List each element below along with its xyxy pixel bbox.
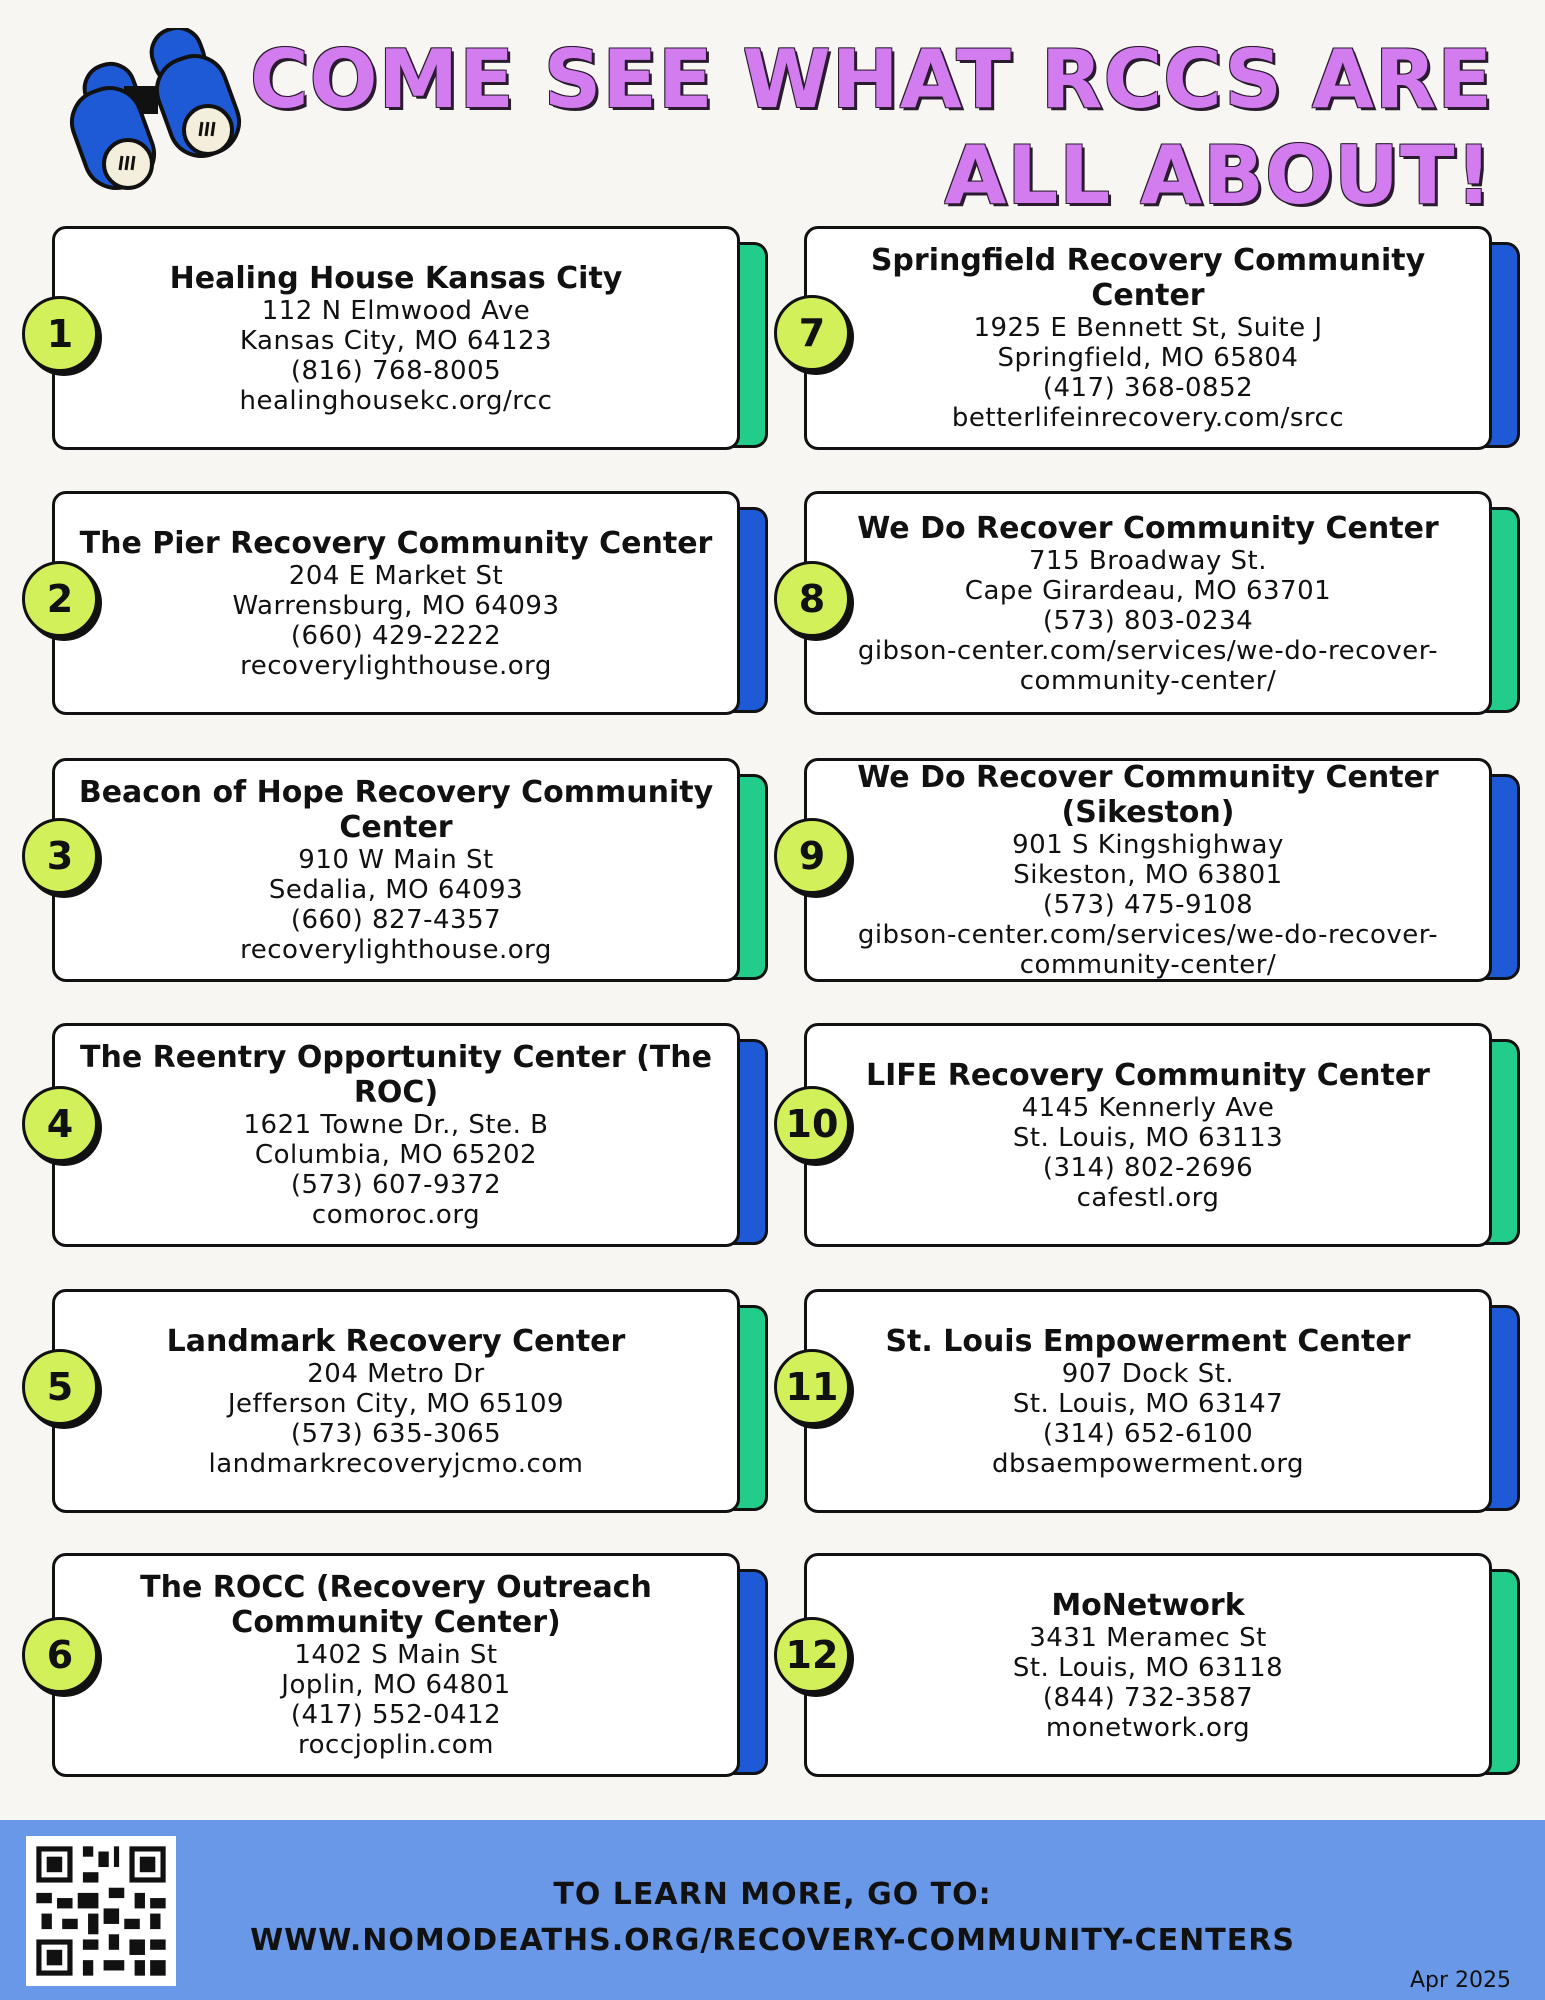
- center-website[interactable]: healinghousekc.org/rcc: [239, 385, 553, 416]
- center-phone[interactable]: (573) 635-3065: [290, 1418, 502, 1449]
- center-address: 901 S Kingshighway: [1012, 830, 1284, 860]
- number-badge-11: 11: [774, 1349, 850, 1425]
- center-address: 907 Dock St.: [1061, 1358, 1235, 1389]
- center-address: 910 W Main St: [298, 845, 494, 875]
- center-name: The ROCC (Recovery Outreach Community Center): [140, 1570, 652, 1640]
- center-phone[interactable]: (816) 768-8005: [290, 355, 502, 386]
- title-line-2: ALL ABOUT!: [944, 129, 1493, 222]
- center-address: 1402 S Main St: [294, 1640, 498, 1670]
- center-card-6: [52, 1553, 772, 1779]
- center-city: St. Louis, MO 63147: [1012, 1388, 1284, 1419]
- center-city: Columbia, MO 65202: [254, 1140, 538, 1170]
- footer-cta: [180, 1872, 1365, 1964]
- footer-website-link[interactable]: WWW.NOMODEATHS.ORG/RECOVERY-COMMUNITY-CENTERS: [250, 1923, 1295, 1958]
- center-name: St. Louis Empowerment Center: [885, 1323, 1411, 1359]
- center-address: 715 Broadway St.: [1028, 545, 1267, 576]
- center-city: Sedalia, MO 64093: [268, 875, 524, 905]
- number-badge-7: 7: [774, 295, 850, 371]
- number-badge-6: 6: [22, 1617, 98, 1693]
- center-phone[interactable]: (314) 652-6100: [1042, 1418, 1254, 1449]
- center-card-2: [52, 491, 772, 717]
- qr-code-icon[interactable]: [26, 1836, 176, 1986]
- center-name: MoNetwork: [1051, 1587, 1245, 1623]
- center-phone[interactable]: (417) 552-0412: [290, 1700, 502, 1730]
- center-card-5: [52, 1289, 772, 1515]
- center-name: We Do Recover Community Center (Sikeston): [857, 760, 1439, 830]
- center-city: Springfield, MO 65804: [997, 343, 1299, 373]
- number-badge-3: 3: [22, 818, 98, 894]
- center-city: Warrensburg, MO 64093: [232, 590, 560, 621]
- center-city: Joplin, MO 64801: [281, 1670, 511, 1700]
- number-badge-10: 10: [774, 1086, 850, 1162]
- page-title: [250, 32, 1493, 224]
- center-phone[interactable]: (573) 607-9372: [290, 1170, 502, 1200]
- center-city: Kansas City, MO 64123: [239, 325, 553, 356]
- center-address: 1925 E Bennett St, Suite J: [973, 313, 1323, 343]
- center-phone[interactable]: (573) 803-0234: [1042, 605, 1254, 636]
- center-name: The Reentry Opportunity Center (The ROC): [80, 1040, 712, 1110]
- center-website[interactable]: monetwork.org: [1045, 1712, 1251, 1743]
- center-website[interactable]: recoverylighthouse.org: [240, 650, 552, 681]
- center-city: Jefferson City, MO 65109: [227, 1388, 565, 1419]
- center-city: St. Louis, MO 63113: [1012, 1122, 1284, 1153]
- center-website[interactable]: landmarkrecoveryjcmo.com: [208, 1448, 584, 1479]
- center-website[interactable]: gibson-center.com/services/we-do-recover-community-center/: [857, 920, 1439, 980]
- center-card-12: [804, 1553, 1524, 1779]
- center-city: St. Louis, MO 63118: [1012, 1652, 1284, 1683]
- number-badge-2: 2: [22, 561, 98, 637]
- footer-learn-more: TO LEARN MORE, GO TO:: [553, 1877, 992, 1912]
- center-phone[interactable]: (660) 827-4357: [290, 905, 502, 935]
- center-address: 112 N Elmwood Ave: [261, 295, 531, 326]
- center-name: The Pier Recovery Community Center: [79, 525, 713, 561]
- center-address: 4145 Kennerly Ave: [1021, 1092, 1275, 1123]
- number-badge-5: 5: [22, 1349, 98, 1425]
- center-address: 204 Metro Dr: [307, 1358, 485, 1389]
- center-phone[interactable]: (314) 802-2696: [1042, 1152, 1254, 1183]
- center-website[interactable]: betterlifeinrecovery.com/srcc: [951, 403, 1345, 433]
- center-name: Healing House Kansas City: [169, 260, 623, 296]
- center-phone[interactable]: (573) 475-9108: [1042, 890, 1254, 920]
- center-card-9: [804, 758, 1524, 984]
- center-address: 1621 Towne Dr., Ste. B: [243, 1110, 549, 1140]
- title-line-1: COME SEE WHAT RCCS ARE: [249, 33, 1493, 126]
- center-address: 3431 Meramec St: [1029, 1622, 1267, 1653]
- center-website[interactable]: roccjoplin.com: [298, 1730, 494, 1760]
- center-name: LIFE Recovery Community Center: [866, 1057, 1430, 1093]
- center-city: Sikeston, MO 63801: [1013, 860, 1283, 890]
- center-name: Beacon of Hope Recovery Community Center: [78, 775, 714, 845]
- publish-date: Apr 2025: [1409, 1968, 1511, 1993]
- center-name: Springfield Recovery Community Center: [870, 243, 1426, 313]
- center-card-1: [52, 226, 772, 452]
- center-name: We Do Recover Community Center: [857, 510, 1439, 546]
- center-city: Cape Girardeau, MO 63701: [964, 575, 1332, 606]
- center-name: Landmark Recovery Center: [166, 1323, 626, 1359]
- center-phone[interactable]: (417) 368-0852: [1042, 373, 1254, 403]
- center-website[interactable]: cafestl.org: [1076, 1182, 1220, 1213]
- binoculars-icon: [68, 28, 258, 208]
- center-website[interactable]: comoroc.org: [311, 1200, 481, 1230]
- number-badge-9: 9: [774, 818, 850, 894]
- center-website[interactable]: gibson-center.com/services/we-do-recover-community-center/: [857, 635, 1439, 696]
- center-website[interactable]: recoverylighthouse.org: [240, 935, 552, 965]
- center-card-8: [804, 491, 1524, 717]
- center-phone[interactable]: (660) 429-2222: [290, 620, 502, 651]
- center-card-7: [804, 226, 1524, 452]
- center-card-4: [52, 1023, 772, 1249]
- center-card-10: [804, 1023, 1524, 1249]
- number-badge-12: 12: [774, 1617, 850, 1693]
- number-badge-1: 1: [22, 296, 98, 372]
- center-card-3: [52, 758, 772, 984]
- center-phone[interactable]: (844) 732-3587: [1042, 1682, 1254, 1713]
- number-badge-8: 8: [774, 561, 850, 637]
- center-address: 204 E Market St: [288, 560, 504, 591]
- center-card-11: [804, 1289, 1524, 1515]
- number-badge-4: 4: [22, 1086, 98, 1162]
- center-website[interactable]: dbsaempowerment.org: [991, 1448, 1305, 1479]
